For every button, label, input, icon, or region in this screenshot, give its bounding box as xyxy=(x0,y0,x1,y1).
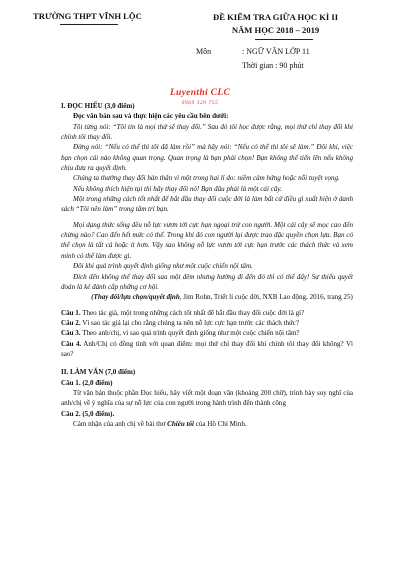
question-4: Câu 4. Anh/Chị có đồng tình với quan điểm: mọi thứ chỉ thay đổi khi chính tôi thay đổi không? Vì sao? xyxy=(61,339,353,358)
passage-paragraph: Tôi từng nói: “Tôi tin là mọi thứ sẽ thay đổi.” Sau đó tôi học được rằng, mọi thứ chỉ thay đổi khi chính tôi thay đổi. xyxy=(61,122,353,142)
section2-heading: II. LÀM VĂN (7,0 điểm) xyxy=(61,368,136,377)
brand-phone: 0969 320 755 xyxy=(181,100,219,106)
question-3: Câu 3. Theo anh/chị, vì sao quá trình quyết định giống như một cuộc chiến nội tâm? xyxy=(61,329,300,338)
spacer xyxy=(61,359,353,367)
passage-paragraph: Đích đến không thể thay đổi sau một đêm nhưng hướng đi đến đó thì có thể đấy! Sự thiếu quyết đoán là kẻ đánh cắp những cơ hội. xyxy=(61,272,353,291)
writing-question-2-text: Cảm nhận của anh chị về bài thơ Chiều tối của Hồ Chí Minh. xyxy=(73,419,247,428)
exam-header-underline xyxy=(255,39,313,40)
school-name: TRƯỜNG THPT VĨNH LỘC xyxy=(33,11,142,21)
citation-title: (Thay đổi/lựa chọn/quyết định xyxy=(91,293,180,302)
passage-paragraph: Mọi dạng thức sống đều nỗ lực vươn tới cực hạn ngoại trừ con người. Một cái cây sẽ mọc cao đến chừng nào? Cao đến hết mức có thể. Trong khi đó con người lại được trao đặc quyền chọn lựa. Bạn có thể chọn là tất cả hoặc ít hơn. Vậy sao không nỗ lực vươn tới cực hạn trước các thách thức và xem mình có thể làm được gì. xyxy=(61,220,353,260)
writing-question-2-label: Câu 2. (5,0 điểm). xyxy=(61,409,115,418)
subject-line xyxy=(196,47,310,56)
exam-content xyxy=(61,101,353,429)
writing-question-1-text: Từ văn bản thuộc phần Đọc hiểu, hãy viết một đoạn văn (khoảng 200 chữ), trình bày suy nghĩ của anh/chị về ý nghĩa của sự nỗ lực của con người trong hành trình đến thành công xyxy=(61,388,353,408)
subject-label: Môn xyxy=(196,47,212,56)
time-line: Thời gian : 90 phút xyxy=(242,61,304,70)
question-2: Câu 2. Vì sao tác giả lại cho rằng chúng ta nên nỗ lực cực hạn trước các thách thức? xyxy=(61,318,300,327)
passage-paragraph: Đôi khi quá trình quyết định giống như một cuộc chiến nội tâm. xyxy=(73,262,253,271)
passage-paragraph: Một trong những cách tốt nhất để bắt đầu thay đổi cuộc đời là làm bất cứ điều gì xuất hiện ở danh sách “Tôi nên làm” trong tâm trí bạn. xyxy=(61,195,353,214)
section1-instruction: Đọc văn bản sau và thực hiện các yêu cầu bên dưới: xyxy=(73,112,229,121)
question-1: Câu 1. Theo tác giả, một trong những cách tốt nhất để bắt đầu thay đổi cuộc đời là gì? xyxy=(61,308,305,317)
exam-header xyxy=(213,11,338,37)
citation-source: , Jim Rohn, Triết lí cuộc đời, NXB Lao động, 2016, trang 25) xyxy=(179,293,353,302)
school-year: NĂM HỌC 2018 – 2019 xyxy=(231,25,320,35)
passage-paragraph: Chúng ta thường thay đổi bản thân vì một trong hai lí do: niềm cảm hứng hoặc nỗi tuyệt vọng. xyxy=(73,174,340,183)
exam-title: ĐỀ KIỂM TRA GIỮA HỌC KÌ II xyxy=(213,12,339,22)
passage-citation xyxy=(61,292,353,302)
writing-question-1-label: Câu 1. (2,0 điểm) xyxy=(61,378,113,387)
passage-paragraph: Đừng nói: “Nếu có thể thì tôi đã làm rồi” mà hãy nói: “Nếu có thể thì tôi sẽ làm.” Đôi khi, việc bạn chọn cái nào không quan trọng. Quan trọng là bạn phải chọn! Bạn không thể tiến lên nếu không chịu đưa ra quyết định. xyxy=(61,143,353,173)
school-underline xyxy=(60,24,118,25)
passage-paragraph: Nếu không thích hiện tại thì hãy thay đổi nó! Bạn đâu phải là một cái cây. xyxy=(73,184,282,193)
subject-value: : NGỮ VĂN LỚP 11 xyxy=(242,47,310,56)
section1-heading: I. ĐỌC HIỂU (3,0 điểm) xyxy=(61,102,135,110)
poem-title: Chiều tối xyxy=(167,419,194,428)
brand-name: Luyenthi CLC xyxy=(169,87,231,98)
